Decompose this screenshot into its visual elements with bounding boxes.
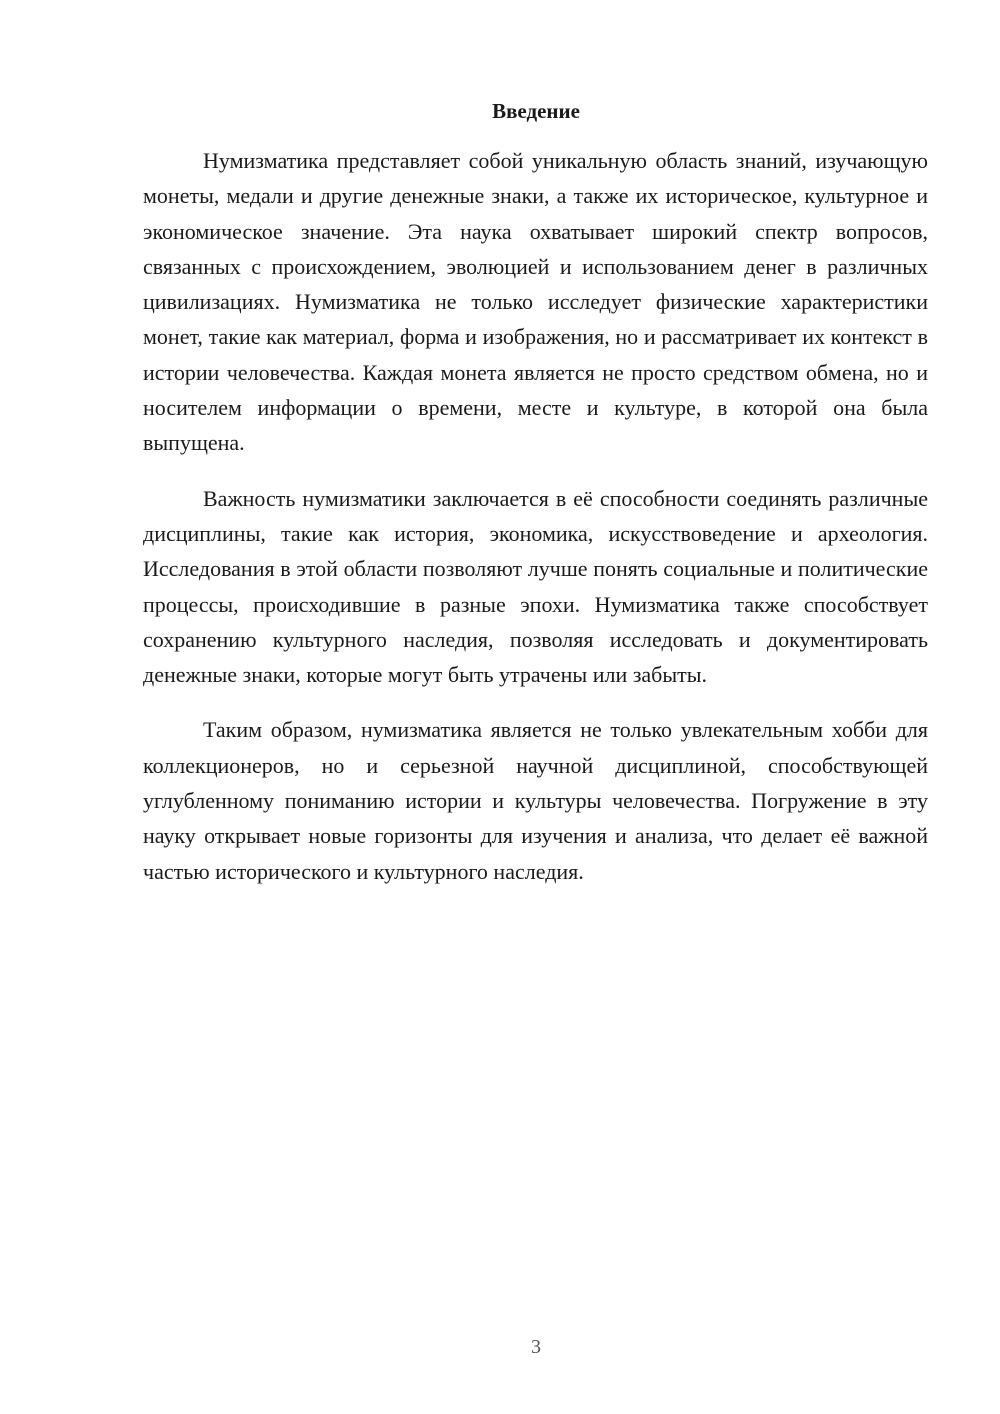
body-text xyxy=(143,143,928,889)
paragraph-3: Таким образом, нумизматика является не только увлекательным хобби для коллекционеров, но и серьезной научной дисциплиной, способствующей углубленному пониманию истории и культуры человечества. Погружение в эту науку открывает новые горизонты для изучения и анализа, что делает её важной частью исторического и культурного наследия. xyxy=(143,717,928,884)
page-title: Введение xyxy=(492,99,580,123)
page-number: 3 xyxy=(531,1336,541,1358)
paragraph-2: Важность нумизматики заключается в её способности соединять различные дисциплины, такие как история, экономика, искусствоведение и археология. Исследования в этой области позволяют лучше понять социальные и политические процессы, происходившие в разные эпохи. Нумизматика также способствует сохранению культурного наследия, позволяя исследовать и документировать денежные знаки, которые могут быть утрачены или забыты. xyxy=(143,485,928,688)
paragraph-1: Нумизматика представляет собой уникальную область знаний, изучающую монеты, медали и другие денежные знаки, а также их историческое, культурное и экономическое значение. Эта наука охватывает широкий спектр вопросов, связанных с происхождением, эволюцией и использованием денег в различных цивилизациях. Нумизматика не только исследует физические характеристики монет, такие как материал, форма и изображения, но и рассматривает их контекст в истории человечества. Каждая монета является не просто средством обмена, но и носителем информации о времени, месте и культуре, в которой она была выпущена. xyxy=(143,148,928,456)
